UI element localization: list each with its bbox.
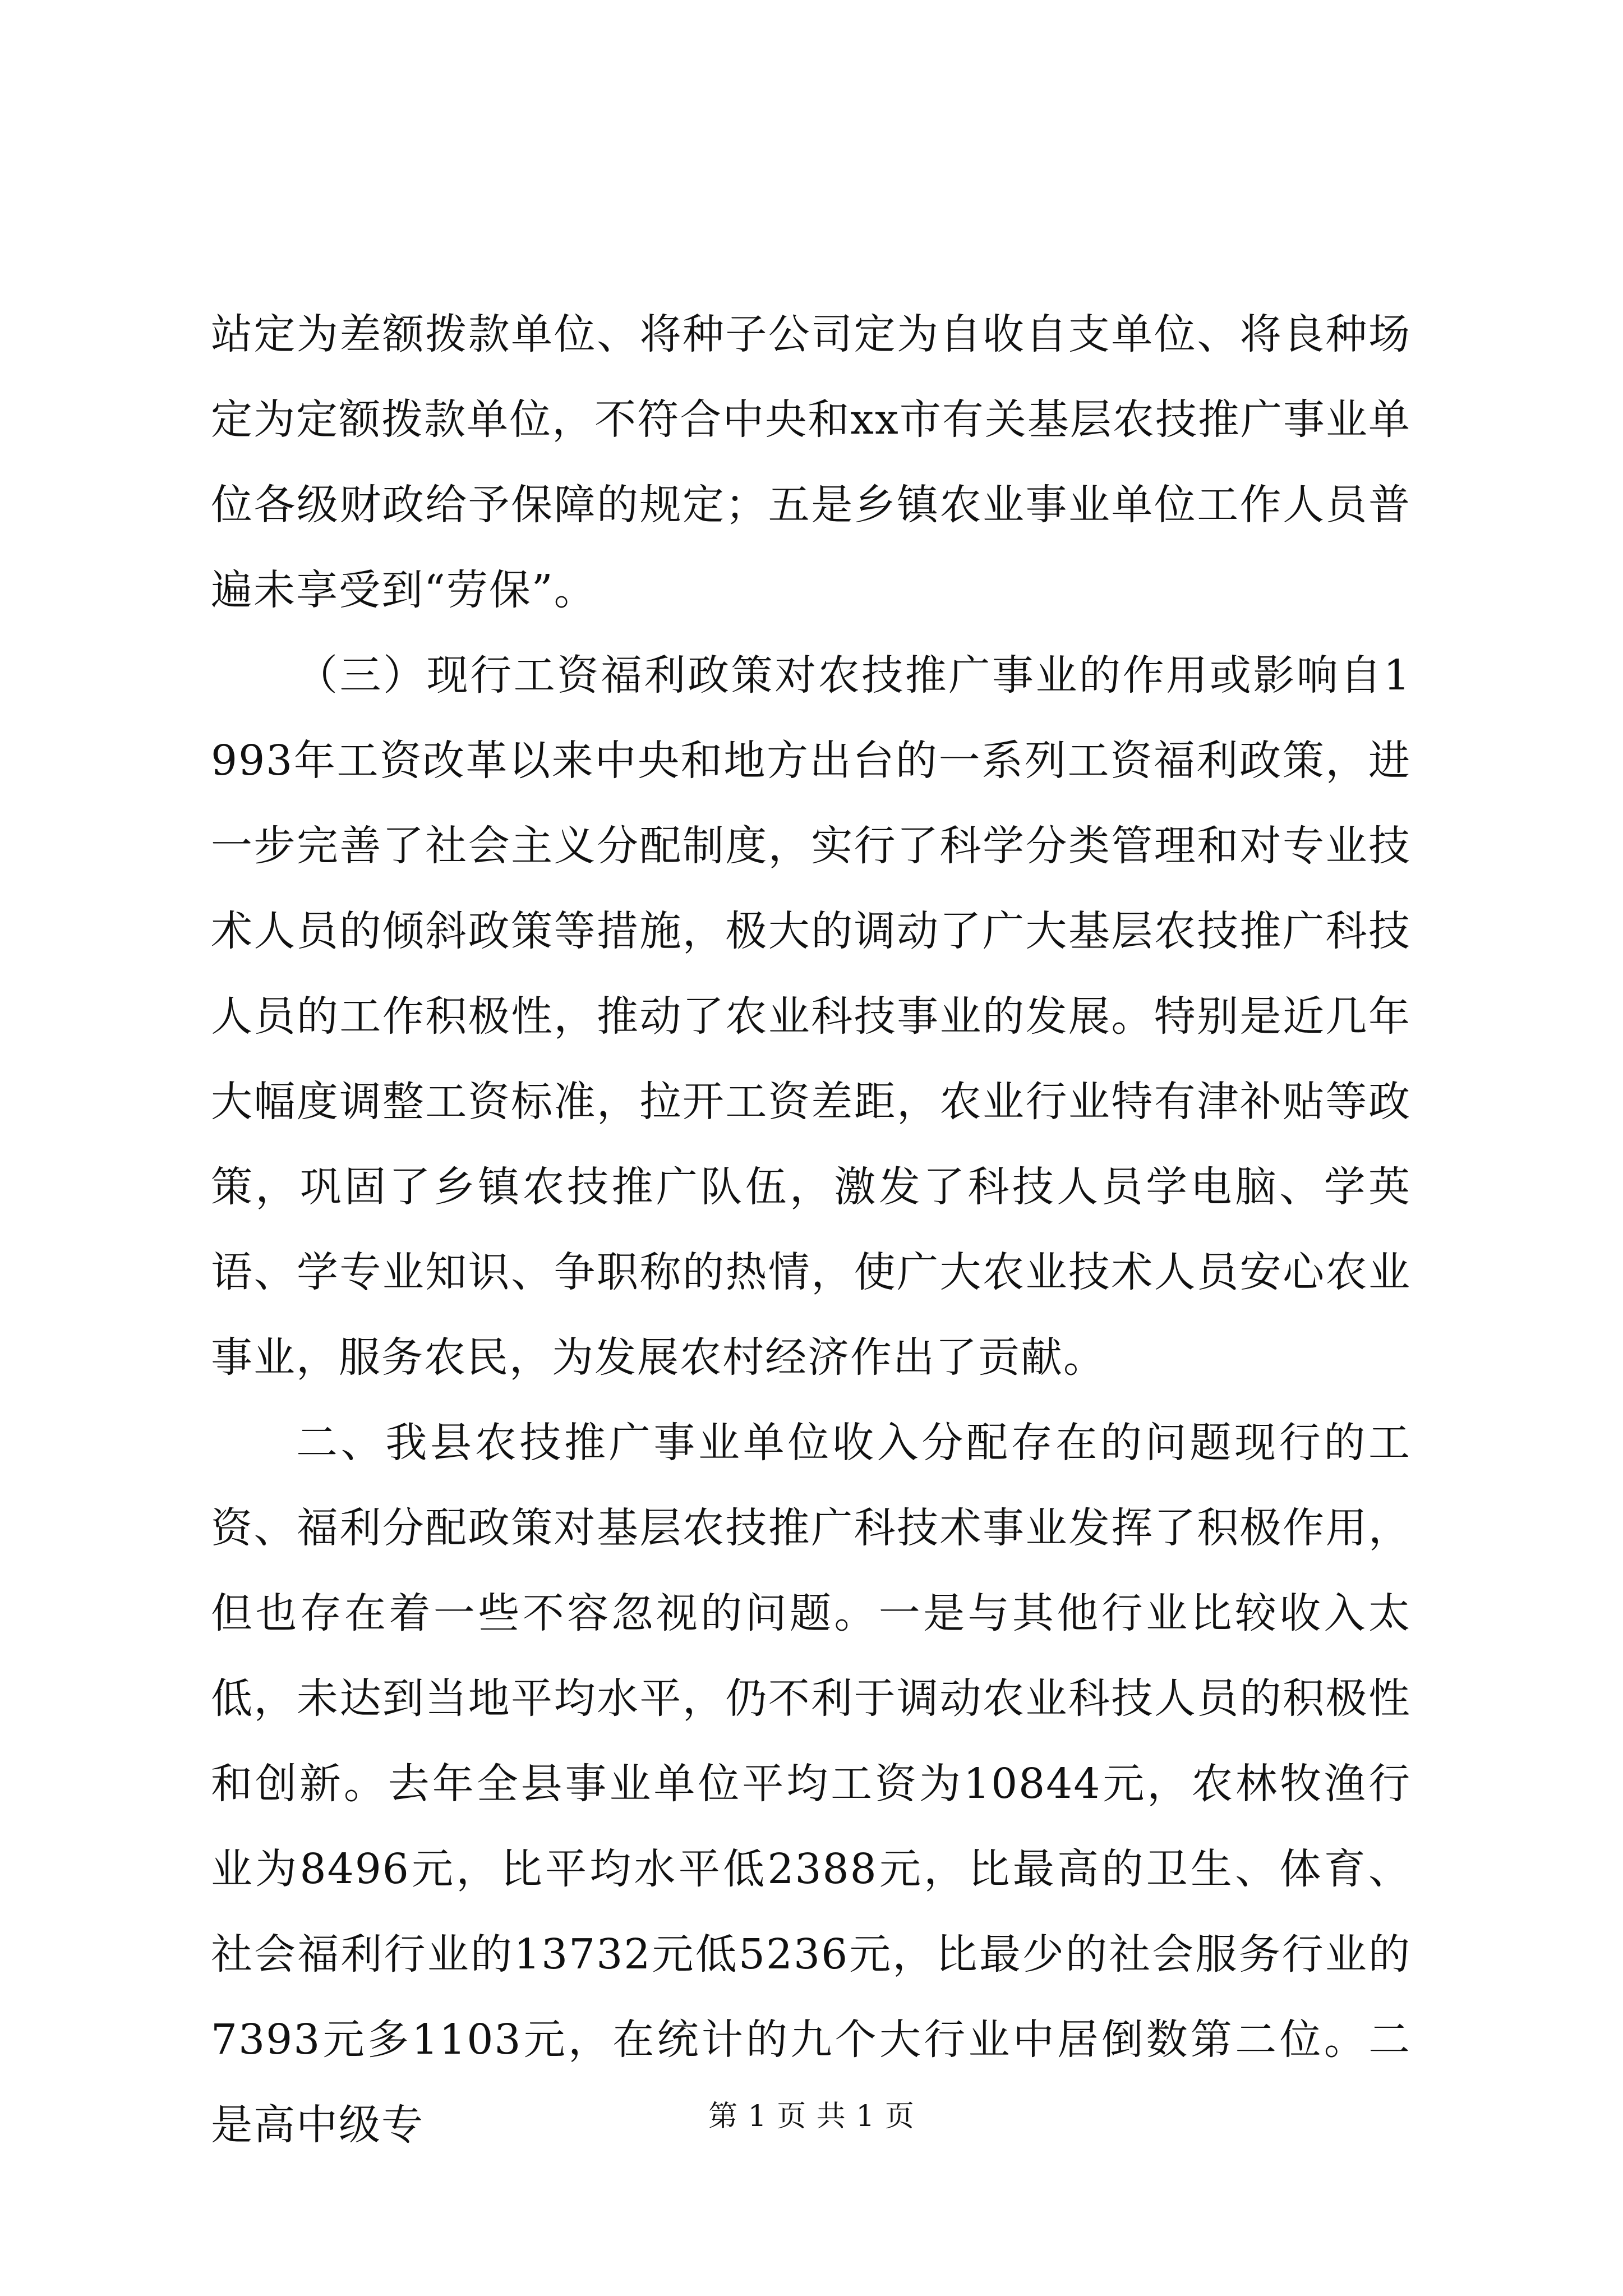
paragraph-3: 二、我县农技推广事业单位收入分配存在的问题现行的工资、福利分配政策对基层农技推广科技术事业发挥了积极作用，但也存在着一些不容忽视的问题。一是与其他行业比较收入太低，未达到当地平均水平，仍不利于调动农业科技人员的积极性和创新。去年全县事业单位平均工资为10844元，农林牧渔行业为8496元，比平均水平低2388元，比最高的卫生、体育、社会福利行业的13732元低5236元，比最少的社会服务行业的7393元多1103元，在统计的九个大行业中居倒数第二位。二是高中级专 xyxy=(211,1419,1411,2149)
paragraph-1: 站定为差额拨款单位、将种子公司定为自收自支单位、将良种场定为定额拨款单位，不符合中央和xx市有关基层农技推广事业单位各级财政给予保障的规定；五是乡镇农业事业单位工作人员普遍未享受到“劳保”。 xyxy=(211,310,1411,614)
document-body xyxy=(211,292,1411,2168)
paragraph-2: （三）现行工资福利政策对农技推广事业的作用或影响自1993年工资改革以来中央和地方出台的一系列工资福利政策，进一步完善了社会主义分配制度，实行了科学分类管理和对专业技术人员的倾斜政策等措施，极大的调动了广大基层农技推广科技人员的工作积极性，推动了农业科技事业的发展。特别是近几年大幅度调整工资标准，拉开工资差距，农业行业特有津补贴等政策，巩固了乡镇农技推广队伍，激发了科技人员学电脑、学英语、学专业知识、争职称的热情，使广大农业技术人员安心农业事业，服务农民，为发展农村经济作出了贡献。 xyxy=(211,651,1411,1382)
page-number-footer: 第 1 页 共 1 页 xyxy=(708,2100,915,2133)
